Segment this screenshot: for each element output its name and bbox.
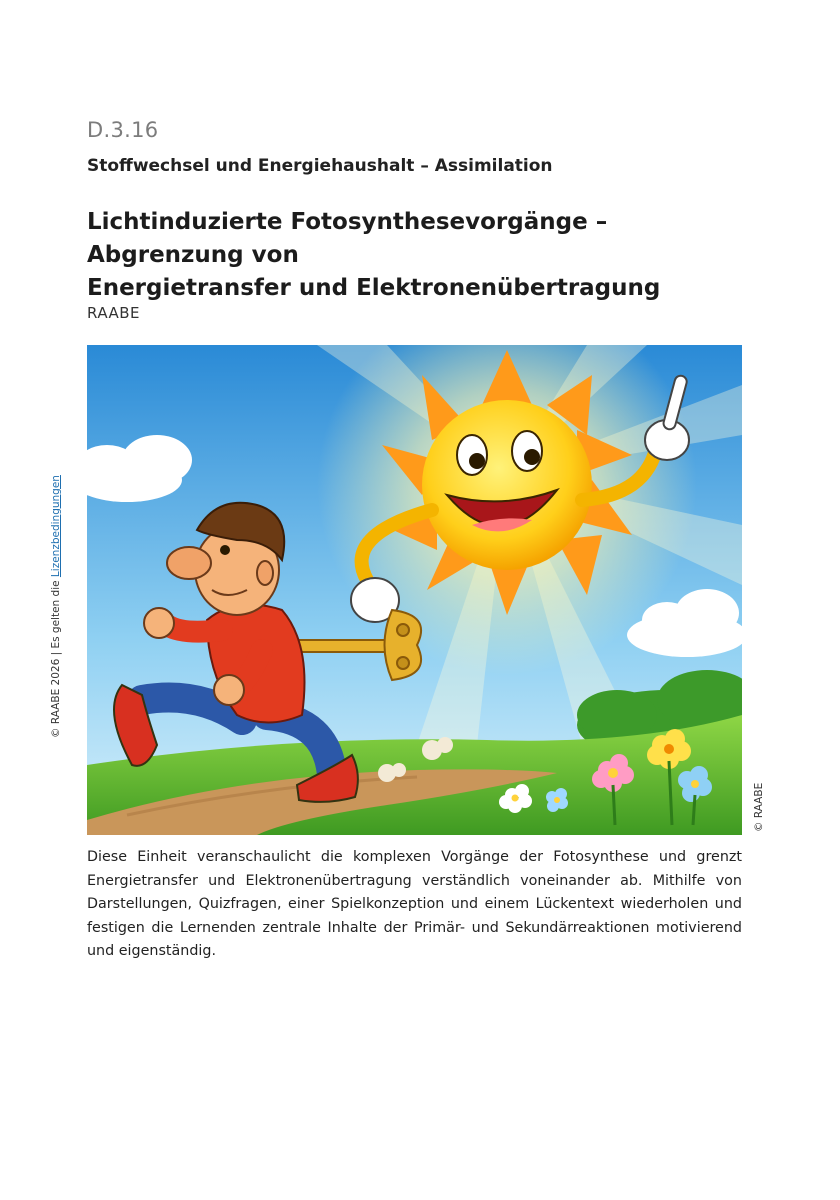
- unit-code: D.3.16: [87, 118, 159, 142]
- cover-illustration: [87, 345, 742, 835]
- license-terms-link[interactable]: Lizenzbedingungen: [50, 475, 62, 578]
- sidebar-copyright: [50, 475, 62, 738]
- title-line-2: Energietransfer und Elektronenübertragung: [87, 275, 661, 301]
- title-line-1: Lichtinduzierte Fotosynthesevorgänge – Abgrenzung von: [87, 209, 608, 268]
- image-credit: © RAABE: [753, 782, 765, 832]
- description-text: Diese Einheit veranschaulicht die komplexen Vorgänge der Fotosynthese und grenzt Energietransfer und Elektronenübertragung verständlich voneinander ab. Mithilfe von Darstellungen, Quizfragen, einer Spielkonzeption und einem Lückentext wiederholen und festigen die Lernenden zentrale Inhalte der Primär- und Sekundärreaktionen motivierend und eigenständig.: [87, 849, 742, 959]
- publisher-name: RAABE: [87, 304, 141, 322]
- unit-subtitle: Stoffwechsel und Energiehaushalt – Assimilation: [87, 156, 553, 176]
- unit-title: [87, 206, 767, 305]
- copyright-text: © RAABE 2026 | Es gelten die: [50, 577, 62, 738]
